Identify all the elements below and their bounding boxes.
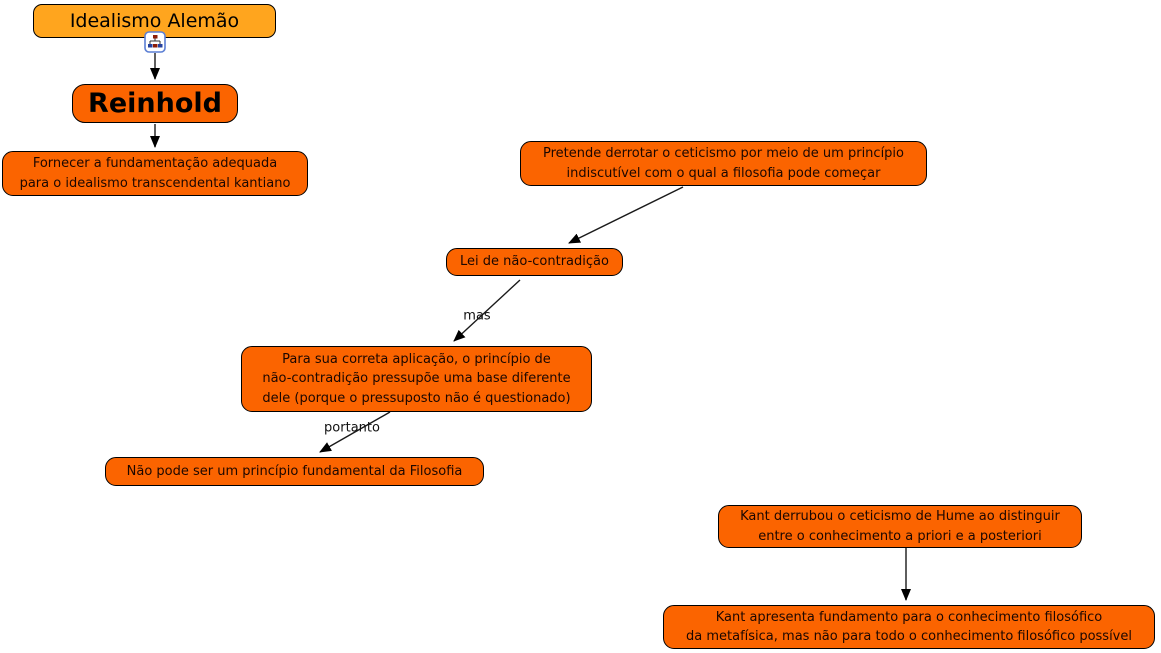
concept-label: Reinhold [88, 87, 222, 119]
concept-label-line: Kant apresenta fundamento para o conhecimento filosófico [715, 609, 1103, 625]
concept-label-line: não-contradição pressupõe uma base diferente [262, 371, 571, 387]
concept-label-line: para o idealismo transcendental kantiano [19, 175, 291, 191]
concept-label-line: entre o conhecimento a priori e a posteriori [758, 528, 1042, 544]
concept-label-line: dele (porque o pressuposto não é questionado) [262, 390, 571, 406]
link-label-portanto[interactable]: portanto [324, 420, 380, 436]
concept-node-kant-apresenta-fundamento[interactable] [663, 605, 1155, 649]
concept-label-line: Kant derrubou o ceticismo de Hume ao distinguir [740, 509, 1060, 524]
concept-label-line: Para sua correta aplicação, o princípio de [282, 351, 551, 367]
concept-label-line: da metafísica, mas não para todo o conhecimento filosófico possível [686, 629, 1132, 644]
concept-label: Não pode ser um princípio fundamental da Filosofia [126, 463, 463, 479]
concept-label-line: Fornecer a fundamentação adequada [32, 156, 278, 171]
concept-label-line: indiscutível com o qual a filosofia pode começar [566, 165, 881, 181]
concept-node-para-correta-aplicacao[interactable] [241, 346, 592, 412]
concept-label: Lei de não-contradição [460, 254, 609, 270]
edge-pretende-lei [569, 187, 683, 243]
linked-cmap-icon[interactable] [144, 31, 166, 53]
concept-label-line: Pretende derrotar o ceticismo por meio de um princípio [542, 146, 904, 161]
concept-node-lei-nao-contradicao[interactable] [446, 248, 623, 276]
concept-label: Idealismo Alemão [69, 9, 240, 32]
concept-node-pretende-derrotar-ceticismo[interactable] [520, 141, 927, 186]
concept-node-nao-pode-ser-principio[interactable] [105, 457, 484, 486]
concept-node-kant-derrubou-ceticismo[interactable] [718, 505, 1082, 548]
concept-node-reinhold[interactable] [72, 84, 238, 123]
concept-node-fornecer-fundamentacao[interactable] [2, 151, 308, 196]
link-label-mas[interactable]: mas [463, 308, 491, 324]
